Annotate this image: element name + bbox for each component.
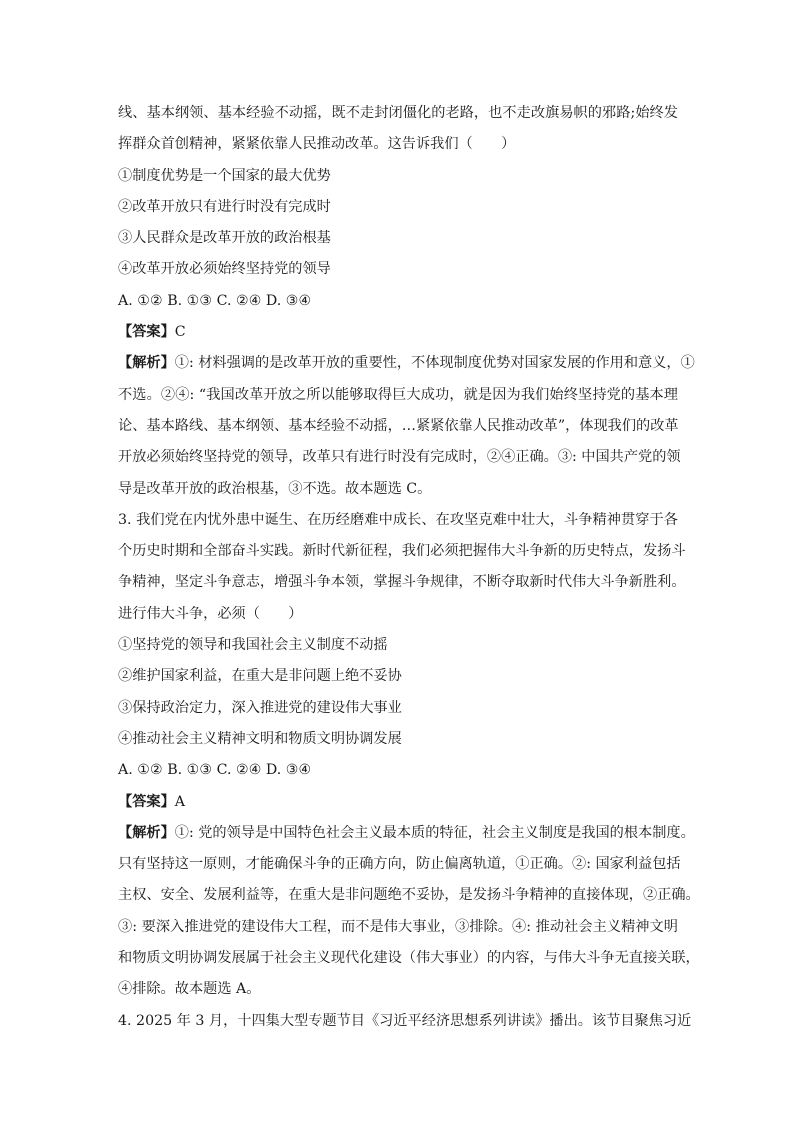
line-text: ①: 材料强调的是改革开放的重要性，不体现制度优势对国家发展的作用和意义，①: [174, 355, 695, 372]
line-text: ①: 党的领导是中国特色社会主义最本质的特征，社会主义制度是我国的根本制度。: [174, 824, 695, 841]
text-line: [118, 880, 700, 911]
line-text: 和物质文明协调发展属于社会主义现代化建设（伟大事业）的内容，与伟大斗争无直接关联，: [118, 950, 700, 967]
line-text: 线、基本纲领、基本经验不动摇，既不走封闭僵化的老路，也不走改旗易帜的邪路;始终发: [118, 105, 678, 121]
text-line: [118, 286, 678, 317]
text-line: [118, 849, 681, 880]
document-body: [118, 98, 700, 1037]
line-text: ②维护国家利益，在重大是非问题上绝不妥协: [118, 668, 402, 685]
line-text: ③人民群众是改革开放的政治根基: [118, 230, 331, 247]
line-text: 个历史时期和全部奋斗实践。新时代新征程，我们必须把握伟大斗争新的历史特点，发扬斗: [118, 543, 686, 560]
line-text: 进行伟大斗争，必须（ ）: [118, 605, 303, 622]
text-line: [118, 348, 695, 379]
answer-label: 【解析】: [118, 355, 175, 372]
line-text: A. ①② B. ①③ C. ②④ D. ③④: [118, 292, 312, 309]
text-line: [118, 129, 678, 160]
text-line: [118, 317, 678, 348]
text-line: [118, 380, 678, 411]
text-line: [118, 661, 678, 692]
text-line: [118, 505, 678, 536]
text-line: [118, 787, 678, 818]
text-line: [118, 599, 678, 630]
answer-label: 【解析】: [118, 824, 175, 841]
line-text: ③: 要深入推进党的建设伟大工程，而不是伟大事业，③排除。④: 推动社会主义精神文明: [118, 918, 678, 935]
line-text: ④改革开放必须始终坚持党的领导: [118, 261, 331, 278]
text-line: [118, 98, 678, 129]
line-text: 论、基本路线、基本纲领、基本经验不动摇，…紧紧依靠人民推动改革”，体现我们的改革: [118, 417, 679, 434]
line-text: ④推动社会主义精神文明和物质文明协调发展: [118, 730, 402, 747]
text-line: [118, 254, 678, 285]
line-text: 不选。②④: “我国改革开放之所以能够取得巨大成功，就是因为我们始终坚持党的基本理: [118, 386, 678, 403]
text-line: [118, 161, 678, 192]
text-line: [118, 1006, 692, 1037]
line-text: A: [174, 793, 186, 810]
line-text: ③保持政治定力，深入推进党的建设伟大事业: [118, 699, 402, 716]
line-text: 3. 我们党在内忧外患中诞生、在历经磨难中成长、在攻坚克难中壮大，斗争精神贯穿于各: [118, 511, 678, 528]
line-text: 4. 2025 年 3 月，十四集大型专题节目《习近平经济思想系列讲读》播出。该节目聚焦习近: [118, 1012, 692, 1029]
text-line: [118, 442, 681, 473]
text-line: [118, 755, 678, 786]
answer-label: 【答案】: [118, 793, 175, 810]
text-line: [118, 567, 686, 598]
text-line: [118, 724, 678, 755]
line-text: ①制度优势是一个国家的最大优势: [118, 167, 331, 184]
line-text: ①坚持党的领导和我国社会主义制度不动摇: [118, 637, 388, 654]
answer-label: 【答案】: [118, 324, 175, 341]
text-line: [118, 693, 678, 724]
line-text: 开放必须始终坚持党的领导，改革只有进行时没有完成时，②④正确。③: 中国共产党的领: [118, 449, 681, 466]
line-text: 争精神，坚定斗争意志，增强斗争本领，掌握斗争规律，不断夺取新时代伟大斗争新胜利。: [118, 574, 686, 591]
text-line: [118, 536, 686, 567]
text-line: [118, 474, 678, 505]
text-line: [118, 974, 678, 1005]
line-text: C: [174, 324, 186, 341]
line-text: 主权、安全、发展利益等，在重大是非问题绝不妥协，是发扬斗争精神的直接体现，②正确。: [118, 887, 700, 904]
text-line: [118, 630, 678, 661]
text-line: [118, 912, 678, 943]
text-line: [118, 411, 678, 442]
text-line: [118, 223, 678, 254]
text-line: [118, 943, 700, 974]
line-text: ②改革开放只有进行时没有完成时: [118, 198, 331, 215]
text-line: [118, 818, 695, 849]
line-text: 导是改革开放的政治根基，③不选。故本题选 C。: [118, 480, 432, 497]
text-line: [118, 192, 678, 223]
line-text: ④排除。故本题选 A。: [118, 981, 261, 998]
line-text: A. ①② B. ①③ C. ②④ D. ③④: [118, 762, 312, 779]
line-text: 只有坚持这一原则，才能确保斗争的正确方向，防止偏离轨道，①正确。②: 国家利益包括: [118, 856, 681, 873]
line-text: 挥群众首创精神，紧紧依靠人民推动改革。这告诉我们（ ）: [118, 136, 516, 153]
